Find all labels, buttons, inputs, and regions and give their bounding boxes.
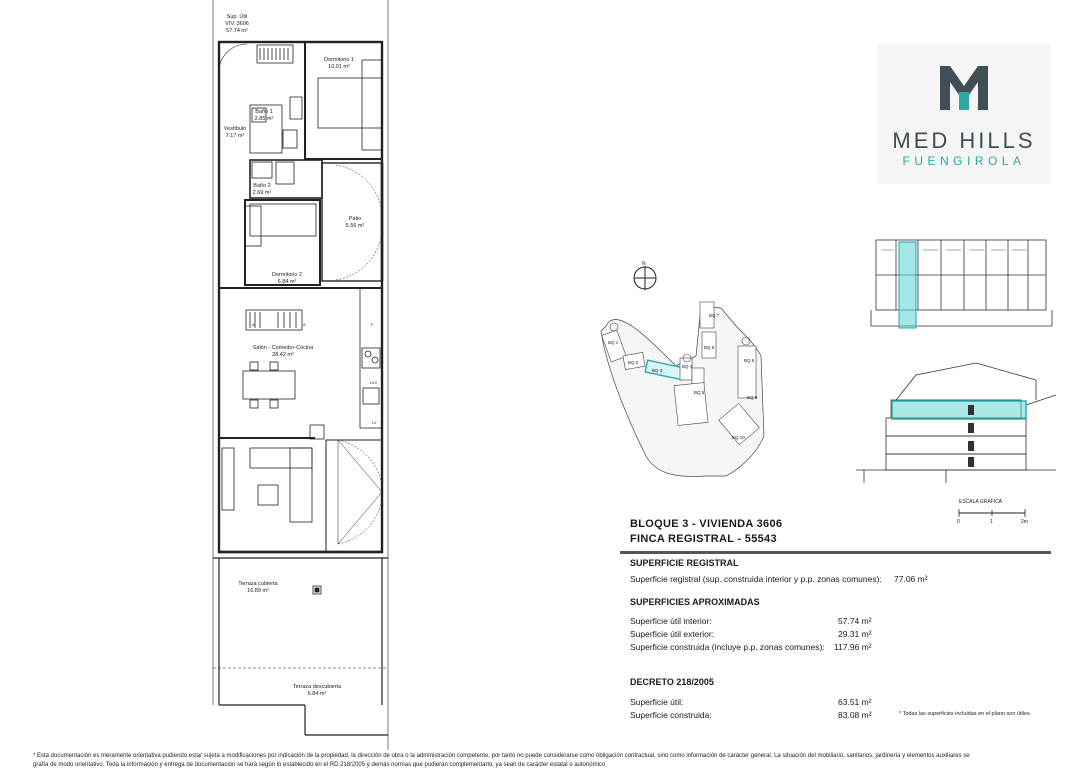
block-label-bq9: BQ 9 (747, 395, 758, 400)
sup-util-label: Sup. Útil VIV. 3606 57.74 m² (225, 14, 249, 34)
room-label-terraza-cubierta: Terraza cubierta 16.89 m² (238, 581, 278, 594)
scale-tick-0: 0 (957, 519, 960, 525)
kitchen-mark-lvv: LVV (370, 380, 378, 385)
disclaimer-footnote (33, 752, 1053, 771)
room-label-dormitorio-1: Dormitorio 1 10.01 m² (324, 57, 354, 70)
block-label-bq10: BQ 10 (732, 435, 745, 440)
registral-row-label: Superficie registral (sup. construida interior y p.p. zonas comunes): (630, 574, 882, 584)
disclaimer-line-2: grafía de modo orientativo. Toda la información y entrega de documentación se hará según lo establecido en el RD 218/2005 y demás normas que pudieran complementarlo, ya sean de carácter estatal o autonómico. (33, 762, 607, 769)
decreto-row-value: 63.51 m² (838, 697, 872, 707)
site-plan (596, 296, 786, 486)
block-label-bq3: BQ 3 (652, 368, 663, 373)
north-label: N (642, 261, 646, 267)
room-label-terraza-descubierta: Terraza descubierta 6.84 m² (292, 684, 342, 697)
surfaces-note: * Todas las superficies incluidas en el plano son útiles. (899, 711, 1032, 717)
section-heading-aproximadas: SUPERFICIES APROXIMADAS (630, 597, 760, 607)
kitchen-mark-f: F (371, 322, 374, 327)
floor-plan (0, 0, 400, 750)
kitchen-mark-lv: LV (372, 420, 377, 425)
brand-city: FUENGIROLA (902, 154, 1026, 168)
floor-plan-drawing (0, 0, 400, 750)
block-label-bq5: BQ 5 (694, 390, 705, 395)
room-label-bano-2: Baño 2 2.69 m² (252, 183, 272, 196)
aprox-row-value: 117.96 m² (834, 642, 872, 652)
mark-a: A (252, 322, 255, 327)
scale-tick-2: 2m (1021, 519, 1028, 525)
section-heading-decreto: DECRETO 218/2005 (630, 677, 714, 687)
scale-tick-1: 1 (990, 519, 993, 525)
aprox-row-value: 29.31 m² (838, 629, 872, 639)
registral-row-value: 77.06 m² (894, 574, 928, 584)
block-label-bq8: BQ 8 (744, 358, 755, 363)
aprox-row-label: Superficie útil interior: (630, 616, 712, 626)
block-label-bq7: BQ 7 (709, 313, 720, 318)
section-heading-registral: SUPERFICIE REGISTRAL (630, 558, 739, 568)
aprox-row-value: 57.74 m² (838, 616, 872, 626)
room-label-patio: Patio 5.56 m² (345, 216, 365, 229)
decreto-row-label: Superficie construida: (630, 710, 712, 720)
room-label-vestibulo: Vestíbulo 7.17 m² (223, 126, 247, 139)
room-label-bano-1: Baño 1 2.85 m² (254, 109, 274, 122)
mark-a: A (303, 322, 306, 327)
med-hills-logo-icon (938, 64, 990, 112)
scale-bar (955, 508, 1035, 518)
title-rule (620, 551, 1051, 554)
finca-title: FINCA REGISTRAL - 55543 (630, 533, 777, 545)
block-label-bq2: BQ 2 (628, 360, 639, 365)
block-label-bq6: BQ 6 (704, 345, 715, 350)
unit-title: BLOQUE 3 - VIVIENDA 3606 (630, 518, 783, 530)
key-plan (866, 230, 1056, 330)
scale-title: ESCALA GRÁFICA (959, 499, 1003, 505)
building-section (856, 355, 1066, 490)
room-label-dormitorio-2: Dormitorio 2 6.84 m² (272, 272, 302, 285)
decreto-row-label: Superficie útil: (630, 697, 684, 707)
disclaimer-line-1: * Esta documentación es meramente orientativa pudiendo estar sujeta a modificaciones por indicación de la propiedad, la dirección de obra o la administración competente, por tanto no puede considerarse como obligación contractual, sino como información de carácter general. La situación del mobiliario, sanitarios, jardinería y elementos auxiliares se (33, 753, 970, 759)
brand-logo (878, 44, 1050, 184)
decreto-row-value: 83.08 m² (838, 710, 872, 720)
aprox-row-label: Superficie útil exterior: (630, 629, 715, 639)
room-label-salon: Salón - Comedor-Cocina 28.42 m² (252, 345, 314, 358)
block-label-bq4: BQ 4 (682, 364, 693, 369)
aprox-row-label: Superficie construida (incluye p.p. zonas comunes): (630, 642, 825, 652)
brand-name: MED HILLS (892, 128, 1036, 153)
block-label-bq1: BQ 1 (608, 340, 619, 345)
